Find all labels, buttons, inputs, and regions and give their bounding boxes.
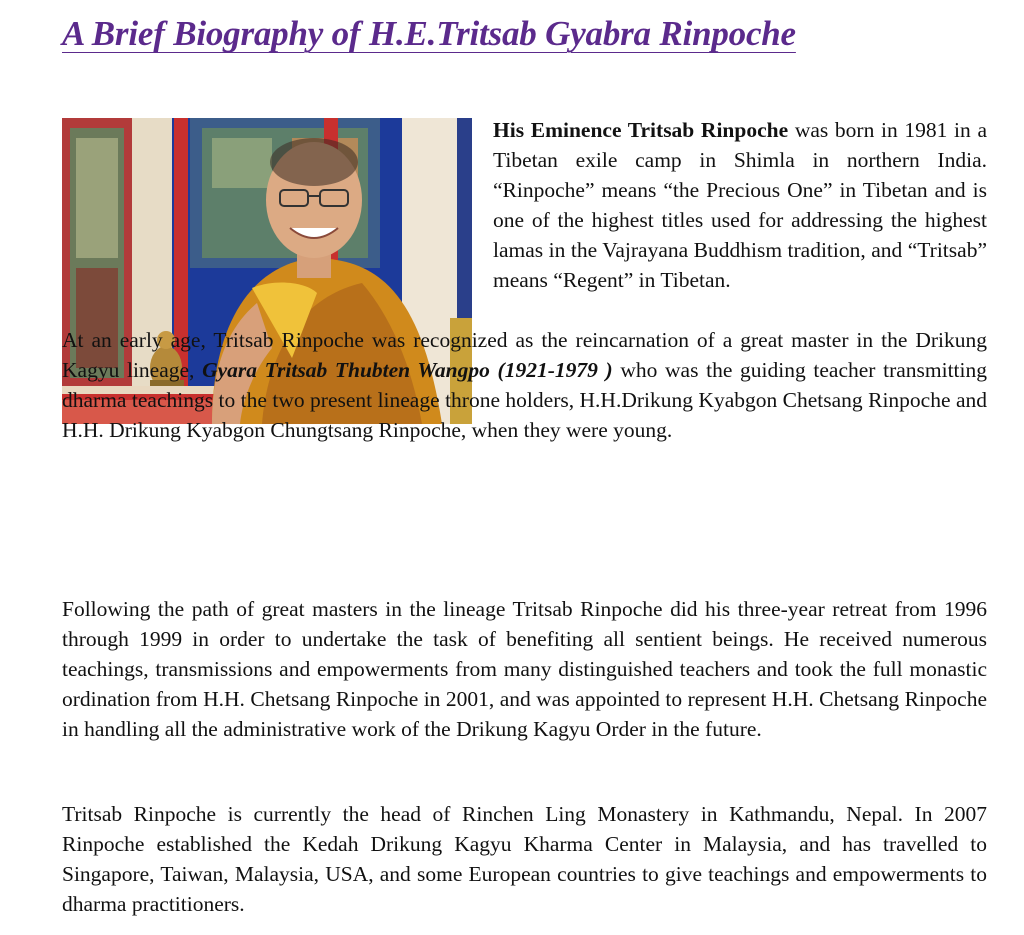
biography-text-middle: [62, 594, 987, 744]
para-current: Tritsab Rinpoche is currently the head of Rinchen Ling Monastery in Kathmandu, Nepal. In 2007 Rinpoche established the Kedah Drikung Kagyu Kharma Center in Malaysia, and has travelled to Singapore, Taiwan, Malaysia, USA, and some European countries to give teachings and empowerments to dharma practitioners.: [62, 802, 987, 916]
biography-text-bottom: [62, 799, 987, 919]
para-birth-body: was born in 1981 in a Tibetan exile camp in Shimla in northern India. “Rinpoche” means “the Precious One” in Tibetan and is one of the highest titles used for addressing the highest lamas in the Vajrayana Buddhism tradition, and “Tritsab” means “Regent” in Tibetan.: [493, 118, 987, 292]
biography-text-top: [62, 115, 987, 445]
para-birth: [62, 115, 987, 295]
para-recognition-after: who was the guiding teacher transmitting dharma teachings to the two present lineage throne holders, H.H.Drikung Kyabgon Chetsang Rinpoche and H.H. Drikung Kyabgon Chungtsang Rinpoche, when they were young.: [62, 358, 987, 442]
para-recognition-before: At an early age, Tritsab Rinpoche was recognized as the reincarnation of a great master in the Drikung Kagyu lineage,: [62, 328, 987, 382]
page-title: A Brief Biography of H.E.Tritsab Gyabra Rinpoche: [62, 14, 796, 53]
para-retreat: Following the path of great masters in the lineage Tritsab Rinpoche did his three-year retreat from 1996 through 1999 in order to undertake the task of benefiting all sentient beings. He received numerous teachings, transmissions and empowerments from many distinguished teachers and took the full monastic ordination from H.H. Chetsang Rinpoche in 2001, and was appointed to represent H.H. Chetsang Rinpoche in handling all the administrative work of the Drikung Kagyu Order in the future.: [62, 597, 987, 741]
predecessor-name: Gyara Tritsab Thubten Wangpo (1921-1979 ): [202, 358, 613, 382]
subject-name: His Eminence Tritsab Rinpoche: [493, 118, 789, 142]
para-recognition: [62, 325, 987, 445]
